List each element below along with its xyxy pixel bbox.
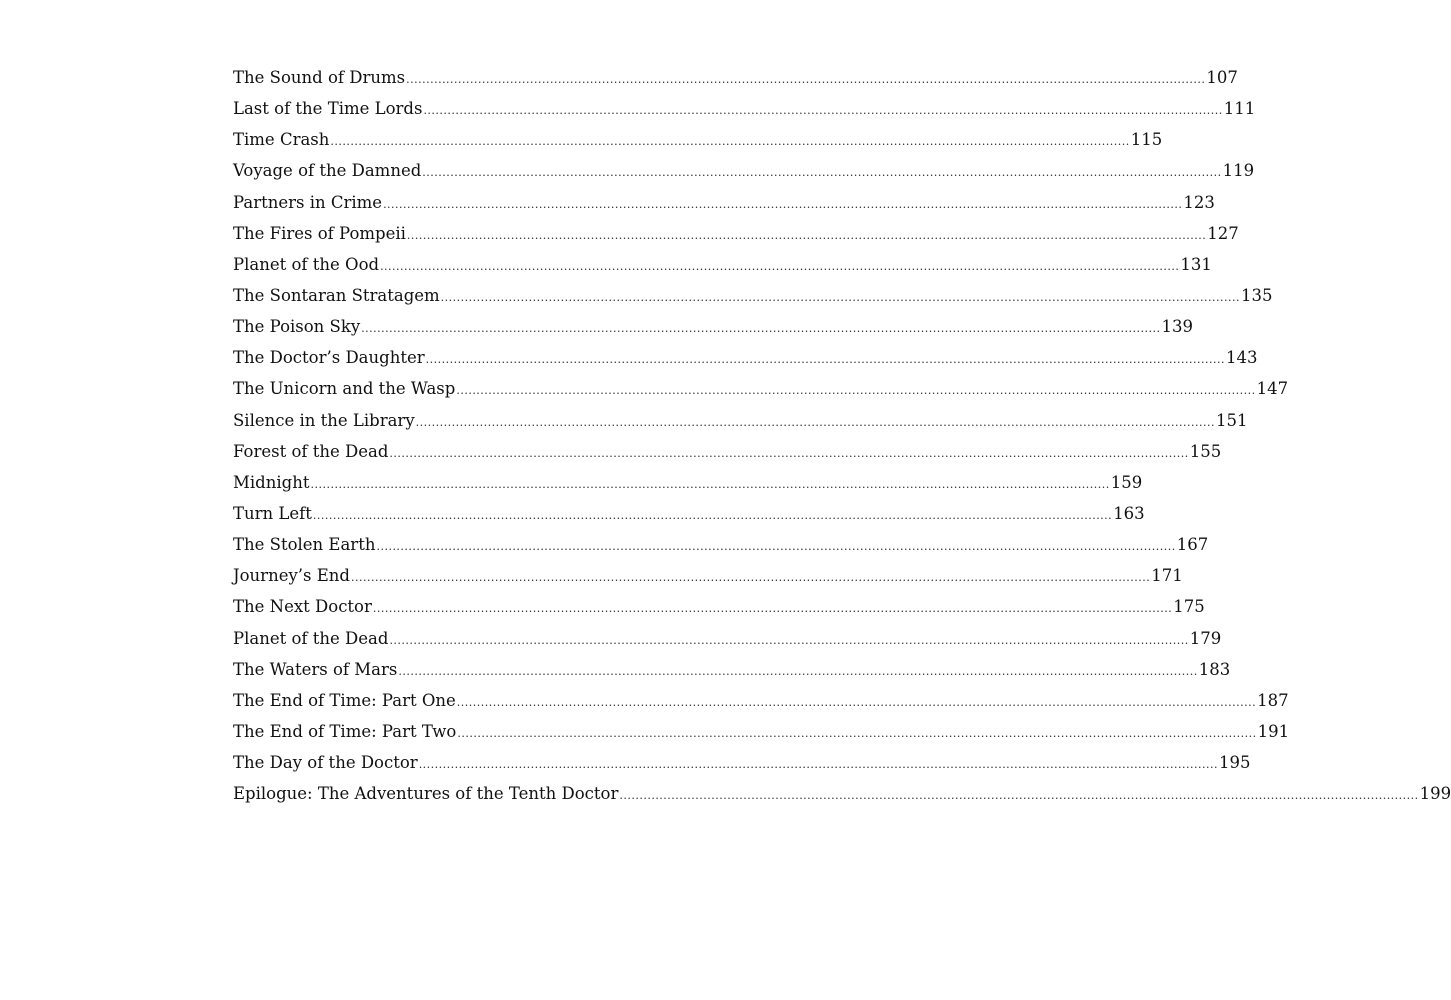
- toc-dot-leader: ........................................................................................................................................................................................................: [423, 104, 1223, 118]
- toc-entry-title: The Sontaran Stratagem: [233, 285, 440, 305]
- toc-dot-leader: ........................................................................................................................................................................................................: [389, 633, 1189, 647]
- toc-entry-page: 159: [1110, 472, 1143, 492]
- toc-entry-title: Journey’s End: [233, 566, 350, 586]
- toc-dot-leader: ........................................................................................................................................................................................................: [457, 726, 1257, 740]
- toc-entry: [233, 623, 1222, 654]
- toc-entry: [233, 591, 1205, 622]
- toc-dot-leader: ........................................................................................................................................................................................................: [398, 664, 1198, 678]
- toc-entry: [233, 467, 1143, 498]
- toc-entry-title: The Stolen Earth: [233, 535, 376, 555]
- toc-entry-page: 139: [1161, 317, 1194, 337]
- toc-entry: [233, 218, 1239, 249]
- toc-dot-leader: ........................................................................................................................................................................................................: [440, 290, 1240, 304]
- toc-dot-leader: ........................................................................................................................................................................................................: [372, 602, 1173, 616]
- toc-entry: [233, 685, 1289, 716]
- toc-entry-title: Epilogue: The Adventures of the Tenth Doctor: [233, 784, 619, 804]
- toc-entry-title: The Next Doctor: [233, 597, 372, 617]
- toc-entry: [233, 187, 1215, 218]
- toc-entry: [233, 311, 1194, 342]
- toc-dot-leader: ........................................................................................................................................................................................................: [418, 758, 1219, 772]
- toc-entry-page: 151: [1215, 410, 1248, 430]
- toc-entry: [233, 280, 1273, 311]
- toc-dot-leader: ........................................................................................................................................................................................................: [456, 695, 1257, 709]
- toc-entry-page: 191: [1257, 721, 1290, 741]
- toc-entry: [233, 560, 1183, 591]
- toc-entry-title: Time Crash: [233, 130, 330, 150]
- toc-dot-leader: ........................................................................................................................................................................................................: [310, 477, 1110, 491]
- toc-entry-page: 171: [1151, 566, 1183, 586]
- toc-dot-leader: ........................................................................................................................................................................................................: [425, 353, 1225, 367]
- toc-entry-page: 107: [1206, 68, 1238, 87]
- toc-dot-leader: ........................................................................................................................................................................................................: [330, 135, 1130, 149]
- toc-entry: [233, 778, 1451, 809]
- toc-dot-leader: ........................................................................................................................................................................................................: [350, 571, 1151, 585]
- toc-entry-page: 187: [1257, 690, 1289, 710]
- toc-entry-page: 147: [1256, 379, 1289, 399]
- table-of-contents: [233, 62, 1451, 809]
- toc-entry-title: Forest of the Dead: [233, 441, 389, 461]
- toc-entry-title: Voyage of the Damned: [233, 161, 422, 181]
- toc-entry-title: The Doctor’s Daughter: [233, 348, 425, 368]
- toc-entry-title: The Waters of Mars: [233, 659, 398, 679]
- toc-entry-page: 183: [1198, 659, 1231, 679]
- toc-entry: [233, 124, 1163, 155]
- toc-dot-leader: ........................................................................................................................................................................................................: [361, 322, 1161, 336]
- toc-entry-page: 115: [1130, 130, 1163, 150]
- toc-dot-leader: ........................................................................................................................................................................................................: [406, 228, 1207, 242]
- toc-entry-title: The Fires of Pompeii: [233, 223, 406, 243]
- toc-dot-leader: ........................................................................................................................................................................................................: [380, 259, 1180, 273]
- toc-dot-leader: ........................................................................................................................................................................................................: [456, 384, 1256, 398]
- toc-entry: [233, 716, 1290, 747]
- toc-dot-leader: ........................................................................................................................................................................................................: [619, 789, 1419, 803]
- toc-dot-leader: ........................................................................................................................................................................................................: [422, 166, 1222, 180]
- toc-entry: [233, 93, 1256, 124]
- toc-entry-page: 135: [1241, 285, 1273, 305]
- toc-entry-title: The Day of the Doctor: [233, 753, 418, 773]
- toc-entry-page: 175: [1173, 597, 1205, 617]
- toc-entry-title: Partners in Crime: [233, 192, 383, 212]
- toc-entry: [233, 373, 1289, 404]
- toc-dot-leader: ........................................................................................................................................................................................................: [312, 508, 1113, 522]
- toc-dot-leader: ........................................................................................................................................................................................................: [406, 73, 1206, 86]
- toc-dot-leader: ........................................................................................................................................................................................................: [376, 540, 1176, 554]
- toc-entry-title: The End of Time: Part One: [233, 690, 456, 710]
- toc-dot-leader: ........................................................................................................................................................................................................: [383, 197, 1183, 211]
- toc-entry-page: 131: [1180, 254, 1212, 274]
- toc-entry: [233, 62, 1238, 93]
- toc-entry: [233, 498, 1145, 529]
- toc-entry-title: Turn Left: [233, 503, 312, 523]
- toc-entry-page: 123: [1183, 192, 1215, 212]
- toc-dot-leader: ........................................................................................................................................................................................................: [389, 446, 1189, 460]
- toc-entry-page: 119: [1222, 161, 1255, 181]
- toc-entry-page: 179: [1189, 628, 1222, 648]
- toc-entry: [233, 529, 1209, 560]
- toc-entry-page: 155: [1189, 441, 1222, 461]
- toc-entry-page: 163: [1113, 503, 1145, 523]
- toc-entry-title: The Unicorn and the Wasp: [233, 379, 456, 399]
- toc-entry-title: The End of Time: Part Two: [233, 721, 457, 741]
- toc-entry-title: The Poison Sky: [233, 317, 361, 337]
- toc-entry-page: 195: [1219, 753, 1251, 773]
- toc-entry: [233, 747, 1251, 778]
- toc-entry-title: Midnight: [233, 472, 310, 492]
- toc-entry: [233, 249, 1212, 280]
- toc-entry-title: Planet of the Ood: [233, 254, 380, 274]
- toc-entry-title: Planet of the Dead: [233, 628, 389, 648]
- toc-entry: [233, 654, 1231, 685]
- toc-entry-page: 143: [1225, 348, 1258, 368]
- toc-entry-page: 199: [1419, 784, 1451, 804]
- toc-entry: [233, 405, 1248, 436]
- toc-entry: [233, 436, 1222, 467]
- toc-entry-title: The Sound of Drums: [233, 68, 406, 87]
- toc-entry: [233, 342, 1258, 373]
- toc-entry-page: 167: [1176, 535, 1209, 555]
- toc-entry-title: Silence in the Library: [233, 410, 415, 430]
- toc-dot-leader: ........................................................................................................................................................................................................: [415, 415, 1215, 429]
- toc-entry-title: Last of the Time Lords: [233, 99, 423, 119]
- toc-entry-page: 127: [1207, 223, 1239, 243]
- toc-entry: [233, 155, 1255, 186]
- toc-entry-page: 111: [1223, 99, 1256, 119]
